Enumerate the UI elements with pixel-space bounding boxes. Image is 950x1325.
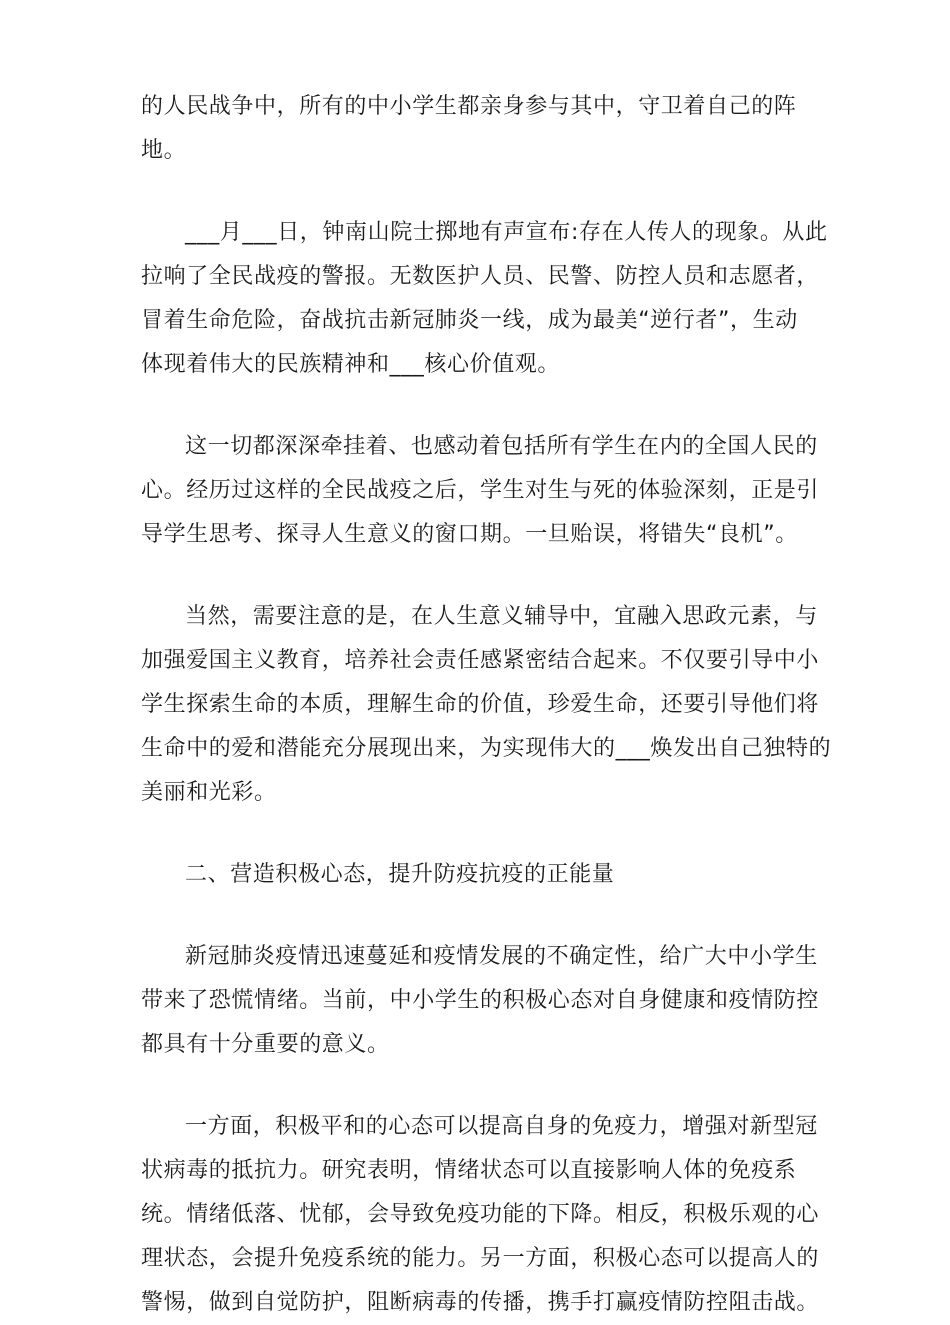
text-line: 的人民战争中，所有的中小学生都亲身参与其中，守卫着自己的阵 bbox=[141, 94, 797, 119]
text-line: 新冠肺炎疫情迅速蔓延和疫情发展的不确定性，给广大中小学生 bbox=[185, 944, 818, 969]
text-line: 冒着生命危险，奋战抗击新冠肺炎一线，成为最美“逆行者”，生动 bbox=[141, 308, 798, 333]
text-line: 美丽和光彩。 bbox=[141, 780, 277, 805]
text-line: 生命中的爱和潜能充分展现出来，为实现伟大的___焕发出自己独特的 bbox=[141, 736, 832, 761]
text-line: 带来了恐慌情绪。当前，中小学生的积极心态对自身健康和疫情防控 bbox=[141, 988, 820, 1013]
text-line: 当然，需要注意的是，在人生意义辅导中，宜融入思政元素，与 bbox=[185, 604, 818, 629]
text-line: 体现着伟大的民族精神和___核心价值观。 bbox=[141, 352, 561, 377]
document-body bbox=[141, 85, 832, 1325]
text-line: 学生探索生命的本质，理解生命的价值，珍爱生命，还要引导他们将 bbox=[141, 692, 820, 717]
text-line: 一方面，积极平和的心态可以提高自身的免疫力，增强对新型冠 bbox=[185, 1114, 818, 1139]
text-line: 这一切都深深牵挂着、也感动着包括所有学生在内的全国人民的 bbox=[185, 434, 818, 459]
paragraph-gap bbox=[141, 557, 809, 595]
text-line: 加强爱国主义教育，培养社会责任感紧密结合起来。不仅要引导中小 bbox=[141, 648, 820, 673]
paragraph-gap bbox=[141, 897, 809, 935]
paragraph-gap bbox=[141, 173, 809, 211]
text-line: 统。情绪低落、忧郁，会导致免疫功能的下降。相反，积极乐观的心 bbox=[141, 1202, 820, 1227]
section-heading: 二、营造积极心态，提升防疫抗疫的正能量 bbox=[185, 862, 615, 887]
text-line: 状病毒的抵抗力。研究表明，情绪状态可以直接影响人体的免疫系 bbox=[141, 1158, 797, 1183]
text-line: 地。 bbox=[141, 138, 187, 163]
text-line: 心。经历过这样的全民战疫之后，学生对生与死的体验深刻，正是引 bbox=[141, 478, 820, 503]
text-line: 导学生思考、探寻人生意义的窗口期。一旦贻误，将错失“良机”。 bbox=[141, 522, 798, 547]
paragraph-gap bbox=[141, 387, 809, 425]
text-line: ___月___日，钟南山院士掷地有声宣布:存在人传人的现象。从此 bbox=[185, 220, 828, 245]
text-line: 理状态，会提升免疫系统的能力。另一方面，积极心态可以提高人的 bbox=[141, 1246, 820, 1271]
paragraph-gap bbox=[141, 815, 809, 853]
text-line: 拉响了全民战疫的警报。无数医护人员、民警、防控人员和志愿者， bbox=[141, 264, 820, 289]
paragraph-gap bbox=[141, 1067, 809, 1105]
text-line: 都具有十分重要的意义。 bbox=[141, 1032, 390, 1057]
text-line: 警惕，做到自觉防护，阻断病毒的传播，携手打赢疫情防控阻击战。 bbox=[141, 1290, 820, 1315]
